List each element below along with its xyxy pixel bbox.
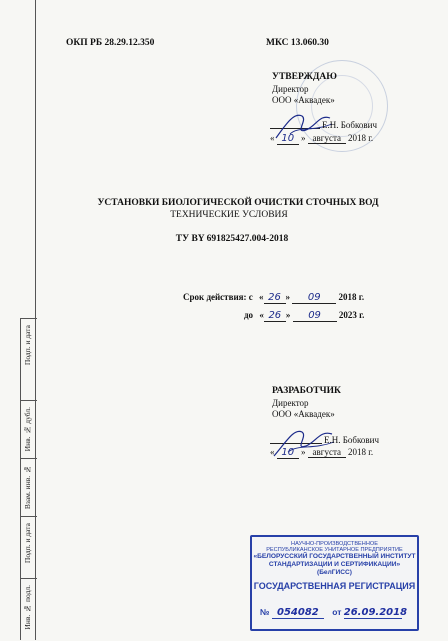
validity-from-day: 26: [264, 292, 286, 304]
date-quote-open: «: [270, 447, 275, 457]
reg-date-label: от: [332, 607, 342, 617]
validity-to-label: до: [244, 310, 254, 320]
developer-company: ООО «Аквадек»: [272, 409, 335, 419]
approved-date-month: августа: [308, 133, 346, 144]
developer-date-day: 10: [277, 447, 299, 459]
registration-stamp: [250, 535, 419, 631]
okp-code: ОКП РБ 28.29.12.350: [66, 38, 155, 48]
validity-from-year: 2018 г.: [338, 292, 365, 302]
approved-signer: Е.Н. Бобкович: [322, 120, 378, 130]
side-stamp-label: Инв. № подл.: [23, 585, 32, 630]
reg-number-row: [260, 607, 410, 621]
approved-date-year: 2018 г.: [348, 133, 374, 143]
developer-position: Директор: [272, 398, 309, 408]
approved-date: [270, 133, 373, 145]
validity-to-month: 09: [293, 310, 337, 322]
approved-position: Директор: [272, 84, 309, 94]
reg-number: 054082: [272, 607, 324, 619]
reg-line-3: «БЕЛОРУССКИЙ ГОСУДАРСТВЕННЫЙ ИНСТИТУТ: [253, 553, 416, 560]
side-stamp-label: Подп. и дата: [23, 325, 32, 366]
developer-date-month: августа: [308, 447, 346, 458]
side-stamp-label: Подп. и дата: [23, 523, 32, 564]
document-code: ТУ BY 691825427.004-2018: [175, 234, 289, 244]
reg-date: 26.09.2018: [343, 607, 408, 618]
validity-from: Срок действия: с « 26 » 09 2018 г.: [183, 292, 365, 303]
side-stamp-label: Инв. № дубл.: [23, 407, 32, 452]
side-stamp-cell: [21, 318, 37, 401]
developer-signer: Е.Н. Бобкович: [324, 435, 380, 445]
validity-to-year: 2023 г.: [338, 310, 365, 320]
developer-date-year: 2018 г.: [348, 447, 374, 457]
reg-number-label: №: [260, 607, 270, 617]
developer-date: [270, 447, 373, 459]
side-stamp-cell: [21, 458, 37, 517]
reg-line-2: РЕСПУБЛИКАНСКОЕ УНИТАРНОЕ ПРЕДПРИЯТИЕ: [266, 547, 403, 553]
date-quote-close: »: [301, 133, 306, 143]
approved-date-day: 10: [277, 133, 299, 145]
developer-title: РАЗРАБОТЧИК: [272, 386, 341, 396]
side-stamp-cell: [21, 578, 37, 641]
date-quote-close: »: [301, 447, 306, 457]
reg-line-4: СТАНДАРТИЗАЦИИ И СЕРТИФИКАЦИИ»: [268, 561, 401, 568]
validity-to: до « 26 » 09 2023 г.: [244, 310, 365, 321]
side-stamp-cell: [21, 400, 37, 459]
reg-title: ГОСУДАРСТВЕННАЯ РЕГИСТРАЦИЯ: [253, 581, 416, 591]
reg-line-1: НАУЧНО-ПРОИЗВОДСТВЕННОЕ: [291, 541, 378, 547]
mks-code: МКС 13.060.30: [266, 38, 329, 48]
validity-label: Срок действия: с: [183, 292, 253, 302]
side-stamp-cell: [21, 516, 37, 579]
date-quote-open: «: [270, 133, 275, 143]
side-stamp-label: Взам. инв. №: [23, 465, 32, 510]
approved-company: ООО «Аквадек»: [272, 95, 335, 105]
reg-line-5: (БелГИСС): [317, 569, 352, 576]
approved-title: УТВЕРЖДАЮ: [272, 72, 337, 82]
validity-to-day: 26: [264, 310, 286, 322]
document-subtitle: ТЕХНИЧЕСКИЕ УСЛОВИЯ: [170, 210, 288, 220]
document-title: УСТАНОВКИ БИОЛОГИЧЕСКОЙ ОЧИСТКИ СТОЧНЫХ ВОД: [97, 198, 379, 208]
side-stamp: [20, 318, 37, 640]
validity-from-month: 09: [292, 292, 336, 304]
